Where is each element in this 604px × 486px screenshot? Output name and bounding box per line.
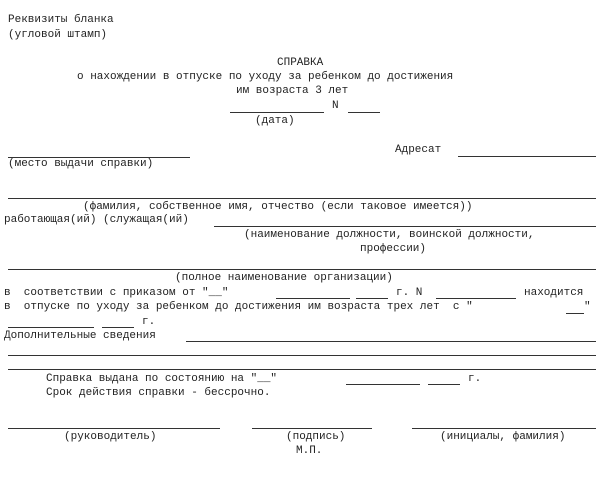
- document-title: СПРАВКА: [277, 57, 324, 69]
- signature-label: (подпись): [286, 431, 346, 443]
- leave-year-line: [102, 327, 134, 328]
- stamp-place-label: М.П.: [296, 445, 323, 457]
- located-label: находится: [524, 287, 584, 299]
- initials-label: (инициалы, фамилия): [440, 431, 566, 443]
- date-label: (дата): [255, 115, 295, 127]
- order-text: в соответствии с приказом от "__": [4, 287, 229, 299]
- initials-line: [412, 428, 596, 429]
- head-label: (руководитель): [64, 431, 157, 443]
- position-line: [214, 226, 596, 227]
- document-subtitle-line2: им возраста 3 лет: [236, 85, 349, 97]
- order-year-line: [356, 298, 388, 299]
- number-line: [348, 112, 380, 113]
- issued-date-line: [346, 384, 420, 385]
- additional-info-line3: [8, 369, 596, 370]
- head-line: [8, 428, 220, 429]
- leave-date-line: [8, 327, 94, 328]
- leave-text: в отпуске по уходу за ребенком до достижения им возраста трех лет с ": [4, 301, 473, 313]
- issued-as-of-text: Справка выдана по состоянию на "__": [46, 373, 278, 385]
- additional-info-line1: [186, 341, 596, 342]
- organization-label: (полное наименование организации): [175, 272, 393, 284]
- number-sign: N: [332, 100, 339, 112]
- additional-info-label: Дополнительные сведения: [4, 330, 156, 342]
- date-line: [230, 112, 324, 113]
- form-requisites-label: Реквизиты бланка: [8, 14, 114, 26]
- addressee-line: [458, 156, 596, 157]
- issued-year-line: [428, 384, 460, 385]
- addressee-label: Адресат: [395, 144, 442, 156]
- signature-line: [252, 428, 372, 429]
- organization-line: [8, 269, 596, 270]
- leave-day-line: [566, 313, 584, 314]
- position-label-line2: профессии): [360, 243, 427, 255]
- validity-text: Срок действия справки - бессрочно.: [46, 387, 271, 399]
- order-number-line: [436, 298, 516, 299]
- document-subtitle-line1: о нахождении в отпуске по уходу за ребенком до достижения: [77, 71, 454, 83]
- position-label-line1: (наименование должности, воинской должности,: [244, 229, 535, 241]
- fio-label: (фамилия, собственное имя, отчество (если таковое имеется)): [83, 201, 473, 213]
- order-number-label: г. N: [396, 287, 423, 299]
- issue-place-label: (место выдачи справки): [8, 158, 154, 170]
- leave-year-label: г.: [142, 316, 156, 328]
- additional-info-line2: [8, 355, 596, 356]
- issued-year-label: г.: [468, 373, 482, 385]
- corner-stamp-label: (угловой штамп): [8, 29, 108, 41]
- order-date-line: [276, 298, 350, 299]
- leave-quote-close: ": [584, 301, 591, 313]
- fio-line: [8, 198, 596, 199]
- working-label: работающая(ий) (служащая(ий): [4, 214, 189, 226]
